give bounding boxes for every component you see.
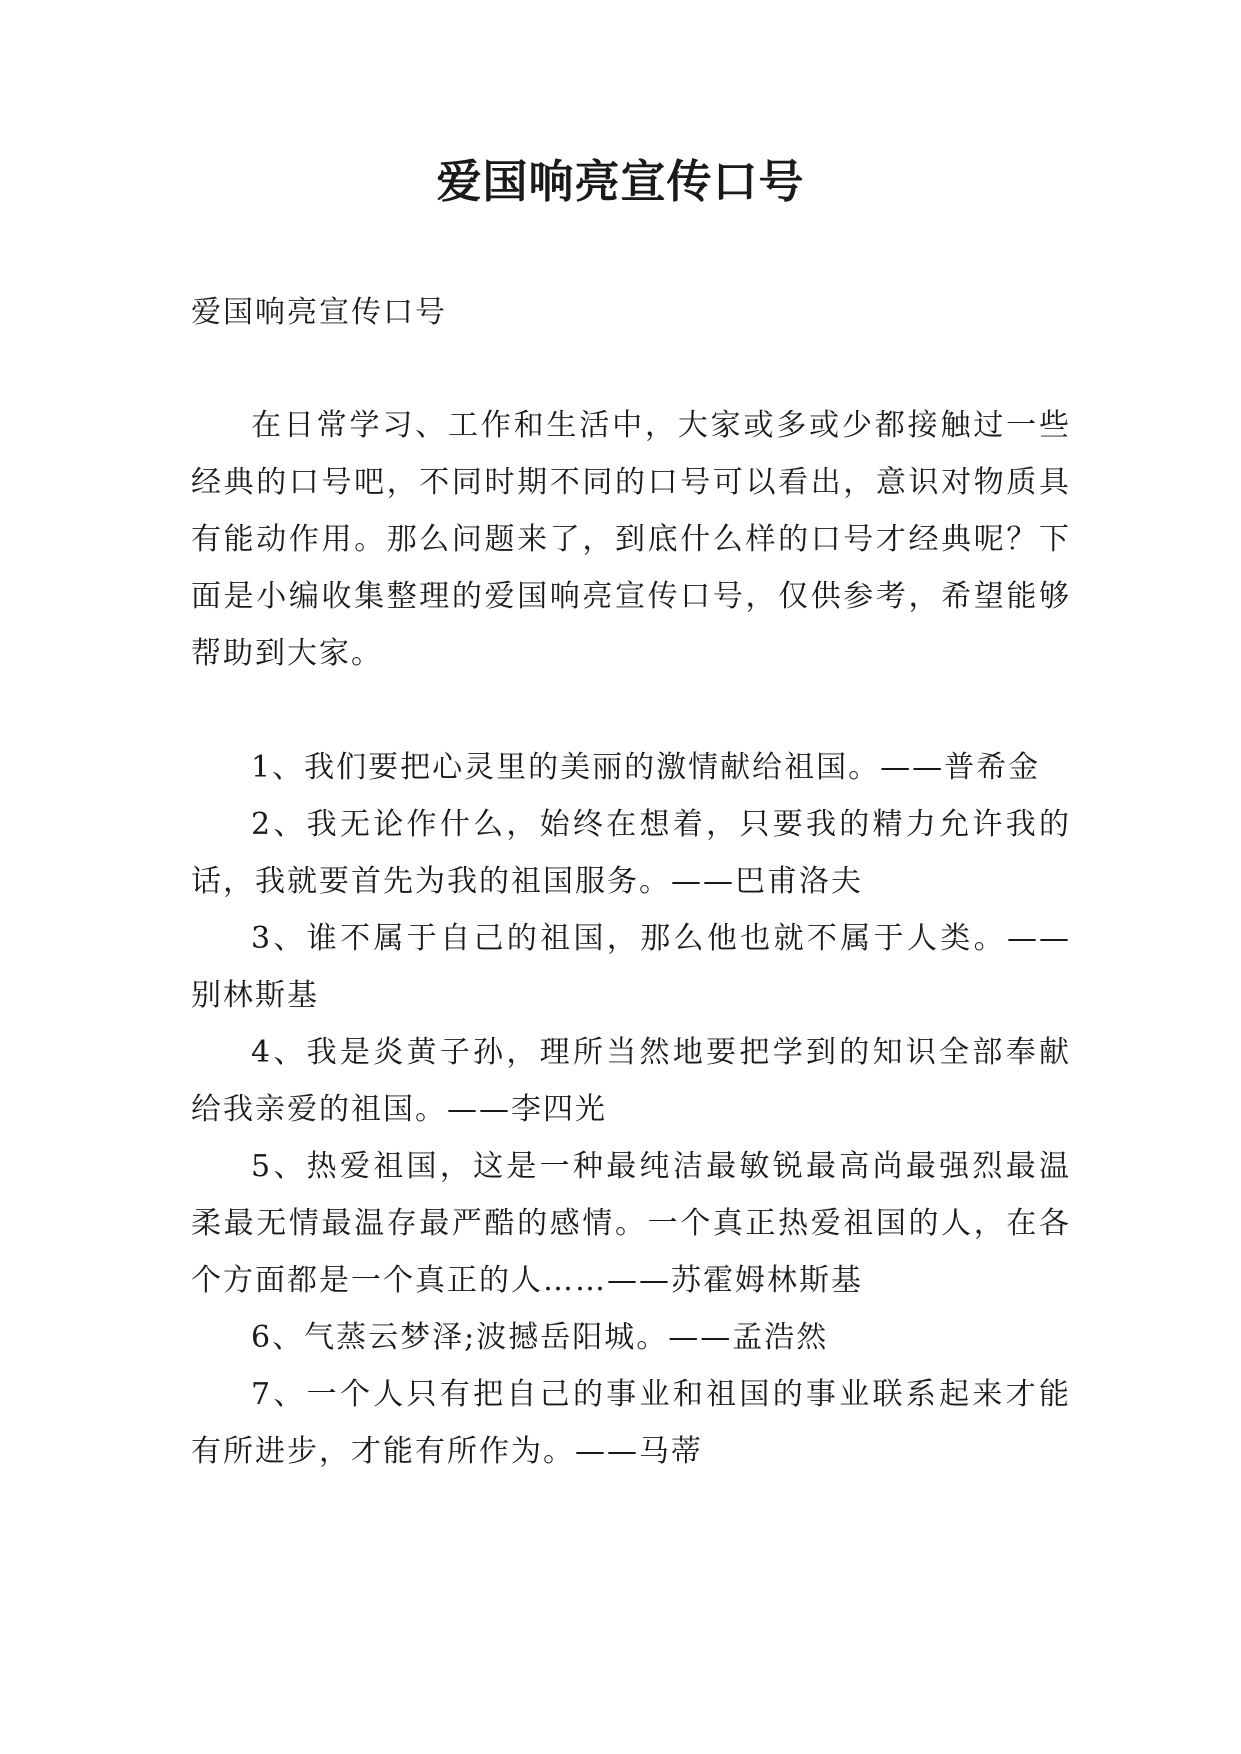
document-subtitle: 爱国响亮宣传口号: [191, 295, 447, 330]
document-title: 爱国响亮宣传口号: [436, 155, 805, 208]
slogan-item: 2、我无论作什么，始终在想着，只要我的精力允许我的话，我就要首先为我的祖国服务。——巴甫洛夫: [191, 807, 1071, 899]
slogan-item: 1、我们要把心灵里的美丽的激情献给祖国。——普希金: [251, 750, 1041, 785]
slogan-item: 5、热爱祖国，这是一种最纯洁最敏锐最高尚最强烈最温柔最无情最温存最严酷的感情。一个真正热爱祖国的人，在各个方面都是一个真正的人……——苏霍姆林斯基: [191, 1149, 1071, 1298]
slogan-item: 3、谁不属于自己的祖国，那么他也就不属于人类。——别林斯基: [191, 921, 1071, 1013]
document-body: [191, 284, 1071, 1480]
slogan-item: 4、我是炎黄子孙，理所当然地要把学到的知识全部奉献给我亲爱的祖国。——李四光: [191, 1035, 1071, 1127]
slogan-item: 7、一个人只有把自己的事业和祖国的事业联系起来才能有所进步，才能有所作为。——马蒂: [191, 1377, 1071, 1469]
intro-paragraph: 在日常学习、工作和生活中，大家或多或少都接触过一些经典的口号吧，不同时期不同的口号可以看出，意识对物质具有能动作用。那么问题来了，到底什么样的口号才经典呢？下面是小编收集整理的爱国响亮宣传口号，仅供参考，希望能够帮助到大家。: [191, 408, 1071, 671]
slogan-item: 6、气蒸云梦泽;波撼岳阳城。——孟浩然: [251, 1320, 829, 1355]
slogan-list: [191, 739, 1071, 1480]
